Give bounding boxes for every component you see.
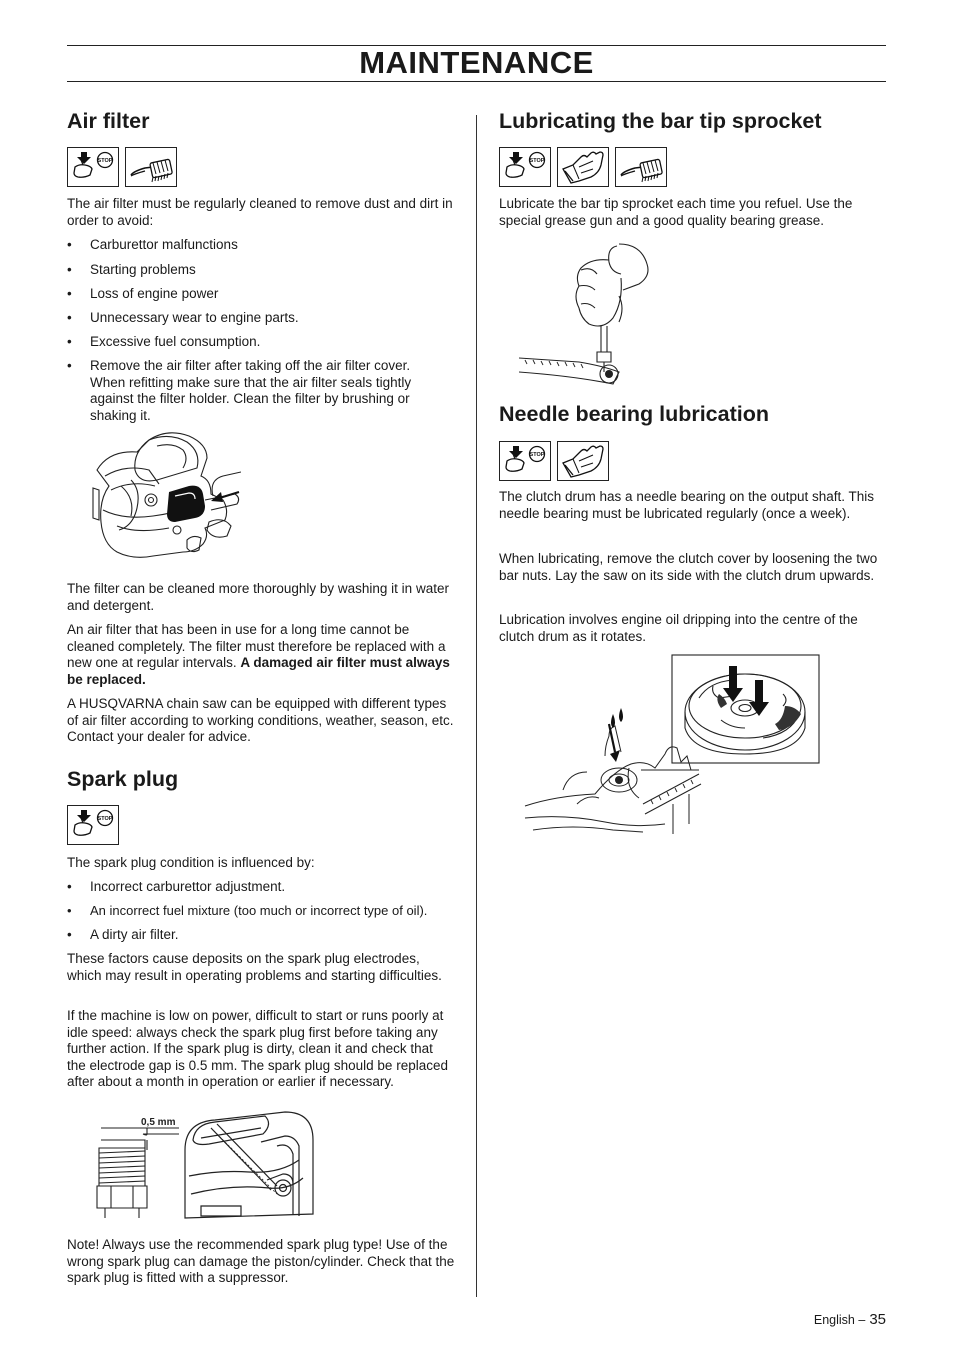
air-filter-bullet: • Loss of engine power	[67, 286, 455, 303]
spark-plug-check-text: If the machine is low on power, difficult to start or runs poorly at idle speed: always check the spark plug first before taking any further action. If the spark plug is dirty, clean it and check that the electrode gap is 0.5 mm. The spark plug should be replaced after about a month in operation or earlier if necessary.	[67, 1008, 448, 1090]
needle-bearing-para-1: The clutch drum has a needle bearing on the output shaft. This needle bearing must be lubricated regularly (once a week).	[499, 489, 874, 521]
spark-plug-icons	[67, 805, 119, 845]
air-filter-replace-warning: A damaged air filter must always be replaced.	[67, 655, 450, 687]
page-footer	[814, 1311, 886, 1329]
clutch-drum-illustration	[523, 654, 823, 838]
spark-plug-note: Note! Always use the recommended spark plug type! Use of the wrong spark plug can damage the piston/cylinder. Check that the spark plug is fitted with a suppressor.	[67, 1237, 455, 1286]
stop-switch-icon	[67, 147, 119, 187]
stop-switch-icon	[67, 805, 119, 845]
spark-plug-bullet: • A dirty air filter.	[67, 927, 455, 944]
page-number: 35	[869, 1311, 886, 1328]
column-divider	[476, 115, 477, 1297]
header-bottom-rule	[67, 81, 886, 82]
brush-icon	[615, 147, 667, 187]
air-filter-intro: The air filter must be regularly cleaned to remove dust and dirt in order to avoid:	[67, 196, 453, 228]
spark-plug-intro: The spark plug condition is influenced by:	[67, 855, 315, 870]
air-filter-types-text: A HUSQVARNA chain saw can be equipped with different types of air filter according to working conditions, weather, season, etc. Contact your dealer for advice.	[67, 696, 454, 745]
svg-text:STOP: STOP	[529, 452, 545, 458]
needle-bearing-icons	[499, 441, 609, 481]
air-filter-replace-plain: An air filter that has been in use for a long time cannot be cleaned completely. The filter must therefore be replaced with a new one at regular intervals.	[67, 622, 446, 671]
spark-plug-illustration	[91, 1110, 316, 1222]
electrode-gap-label: 0,5 mm	[141, 1117, 176, 1128]
spark-plug-bullet: • An incorrect fuel mixture (too much or incorrect type of oil).	[67, 903, 455, 920]
footer-separator: –	[858, 1313, 866, 1327]
air-filter-replace-text	[67, 622, 455, 688]
protective-glove-icon	[557, 147, 609, 187]
svg-text:STOP: STOP	[97, 816, 113, 822]
brush-icon	[125, 147, 177, 187]
air-filter-icons	[67, 147, 177, 187]
stop-switch-icon	[499, 147, 551, 187]
air-filter-bullet: • Carburettor malfunctions	[67, 237, 455, 254]
spark-plug-deposits-text: These factors cause deposits on the spark plug electrodes, which may result in operating problems and starting difficulties.	[67, 951, 442, 983]
bar-tip-icons	[499, 147, 667, 187]
spark-plug-heading: Spark plug	[67, 767, 179, 791]
needle-bearing-heading: Needle bearing lubrication	[499, 402, 769, 426]
svg-text:STOP: STOP	[97, 158, 113, 164]
air-filter-bullet: • Excessive fuel consumption.	[67, 334, 455, 351]
air-filter-heading: Air filter	[67, 109, 150, 133]
grease-gun-illustration	[519, 240, 659, 385]
air-filter-bullet: • Remove the air filter after taking off the air filter cover. When refitting make sure that the air filter seals tightly against the filter holder. Clean the filter by brushing or shaking it.	[67, 358, 437, 424]
bar-tip-heading: Lubricating the bar tip sprocket	[499, 109, 822, 133]
svg-text:STOP: STOP	[529, 158, 545, 164]
bar-tip-text: Lubricate the bar tip sprocket each time you refuel. Use the special grease gun and a good quality bearing grease.	[499, 196, 853, 228]
air-filter-washing-text: The filter can be cleaned more thoroughly by washing it in water and detergent.	[67, 581, 449, 613]
air-filter-bullet: • Starting problems	[67, 262, 455, 279]
protective-glove-icon	[557, 441, 609, 481]
stop-switch-icon	[499, 441, 551, 481]
footer-language: English	[813, 1313, 855, 1327]
needle-bearing-para-3: Lubrication involves engine oil dripping into the centre of the clutch drum as it rotates.	[499, 612, 858, 644]
spark-plug-bullet: • Incorrect carburettor adjustment.	[67, 879, 455, 896]
air-filter-illustration	[91, 430, 241, 575]
air-filter-bullet: • Unnecessary wear to engine parts.	[67, 310, 455, 327]
page-title: MAINTENANCE	[359, 45, 594, 80]
needle-bearing-para-2: When lubricating, remove the clutch cover by loosening the two bar nuts. Lay the saw on its side with the clutch drum upwards.	[499, 551, 878, 583]
